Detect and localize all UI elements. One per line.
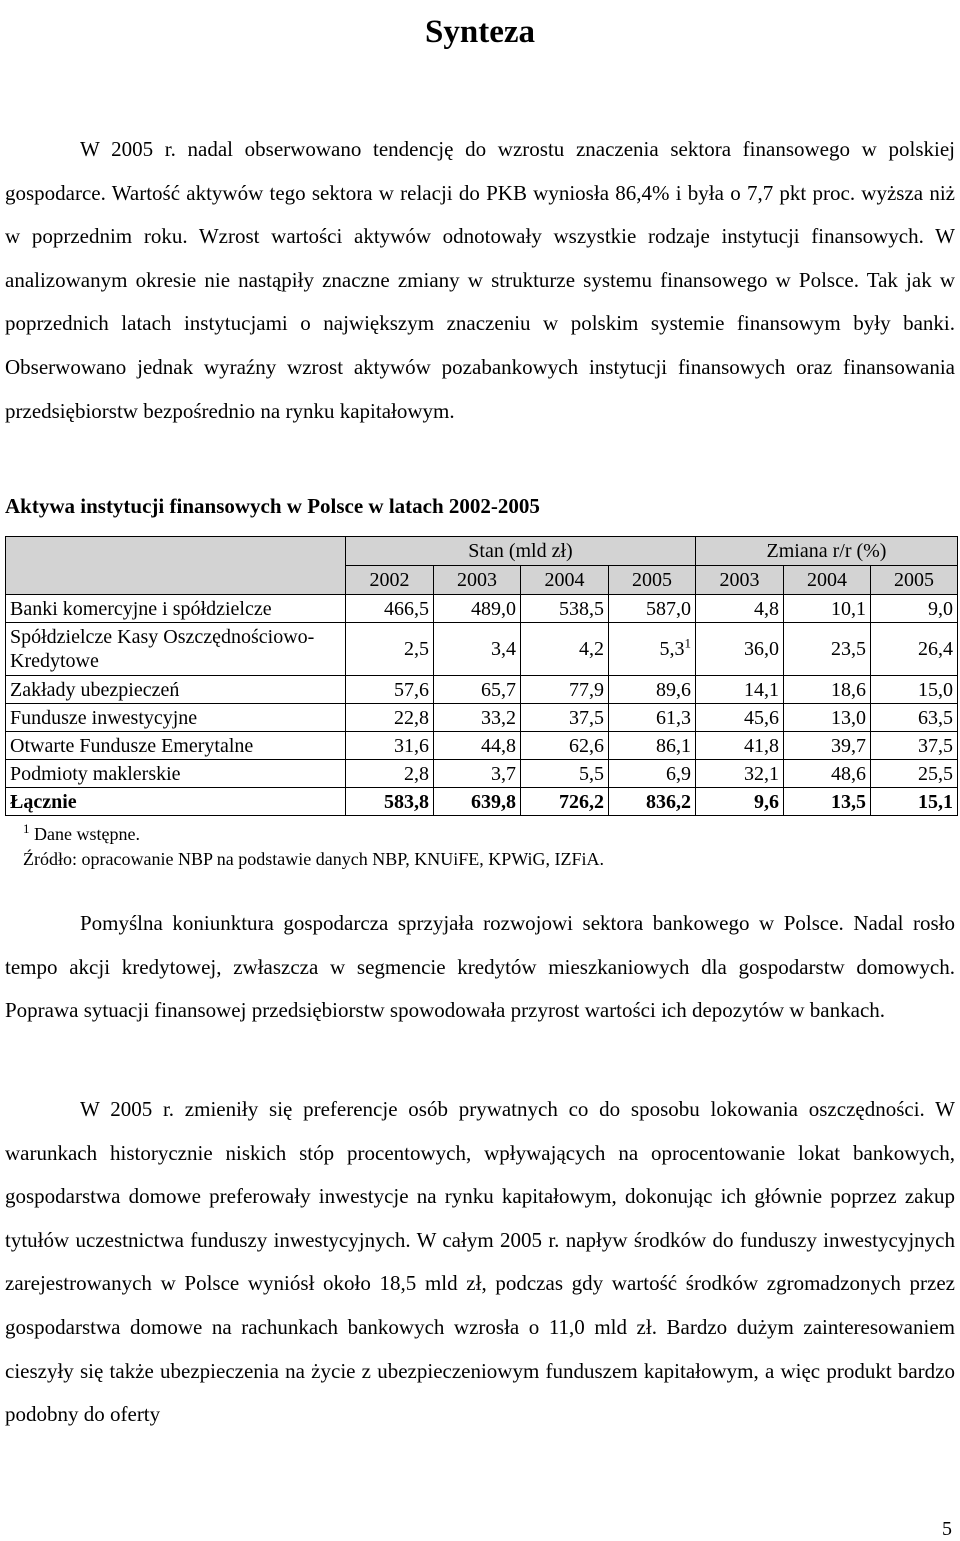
table-cell: 25,5 [871, 760, 958, 788]
table-source: Źródło: opracowanie NBP na podstawie danych NBP, KNUiFE, KPWiG, IZFiA. [23, 849, 605, 869]
year-header: 2005 [609, 566, 696, 595]
table-cell: 15,1 [871, 788, 958, 816]
banking-paragraph: Pomyślna koniunktura gospodarcza sprzyjała rozwojowi sektora bankowego w Polsce. Nadal rosło tempo akcji kredytowej, zwłaszcza w segmencie kredytów mieszkaniowych dla gospodarstw domowych. Poprawa sytuacji finansowej przedsiębiorstw spowodowała przyrost wartości ich depozytów w bankach. [5, 911, 955, 1023]
table-cell: 33,2 [434, 704, 521, 732]
page-title: Synteza [425, 14, 535, 50]
savings-paragraph: W 2005 r. zmieniły się preferencje osób prywatnych co do sposobu lokowania oszczędności. W warunkach historycznie niskich stóp procentowych, wpływających na oprocentowanie lokat bankowych, gospodarstwa domowe preferowały inwestycje na rynku kapitałowym, dokonując ich głównie poprzez zakup tytułów uczestnictwa funduszy inwestycyjnych. W całym 2005 r. napływ środków do funduszy inwestycyjnych zarejestrowanych w Polsce wyniósł około 18,5 mld zł, podczas gdy wartość środków zgromadzonych przez gospodarstwa domowe na rachunkach bankowych wzrosła o 11,0 mld zł. Bardzo dużym zainteresowaniem cieszyły się także ubezpieczenia na życie z ubezpieczeniowym funduszem kapitałowym, a więc produkt bardzo podobny do oferty [5, 1097, 955, 1427]
table-cell: 639,8 [434, 788, 521, 816]
row-label: Podmioty maklerskie [6, 760, 346, 788]
table-cell: 6,9 [609, 760, 696, 788]
row-label: Fundusze inwestycyjne [6, 704, 346, 732]
header-zmiana: Zmiana r/r (%) [696, 537, 958, 566]
header-stan: Stan (mld zł) [346, 537, 696, 566]
table-group-header-row [6, 537, 958, 566]
table-cell: 14,1 [696, 676, 784, 704]
table-cell: 22,8 [346, 704, 434, 732]
table-cell: 4,8 [696, 595, 784, 623]
table-row [6, 704, 958, 732]
table-cell: 77,9 [521, 676, 609, 704]
footnote-marker: 1 [23, 821, 30, 836]
table-cell: 5,5 [521, 760, 609, 788]
table-cell: 4,2 [521, 623, 609, 676]
table-cell: 86,1 [609, 732, 696, 760]
table-corner-cell [6, 537, 346, 595]
table-cell: 3,7 [434, 760, 521, 788]
table-cell: 31,6 [346, 732, 434, 760]
table-row [6, 760, 958, 788]
table-cell: 18,6 [784, 676, 871, 704]
year-header: 2002 [346, 566, 434, 595]
table-cell: 44,8 [434, 732, 521, 760]
table-cell: 538,5 [521, 595, 609, 623]
table-cell: 37,5 [521, 704, 609, 732]
table-row [6, 623, 958, 676]
table-cell: 466,5 [346, 595, 434, 623]
table-cell: 23,5 [784, 623, 871, 676]
row-label: Zakłady ubezpieczeń [6, 676, 346, 704]
table-footnote [23, 821, 140, 845]
table-cell: 583,8 [346, 788, 434, 816]
table-row [6, 676, 958, 704]
table-cell: 836,2 [609, 788, 696, 816]
table-cell: 36,0 [696, 623, 784, 676]
table-cell: 726,2 [521, 788, 609, 816]
assets-table [5, 536, 958, 816]
row-label: Banki komercyjne i spółdzielcze [6, 595, 346, 623]
row-label: Spółdzielcze Kasy Oszczędnościowo-Kredytowe [6, 623, 346, 676]
table-cell: 63,5 [871, 704, 958, 732]
footnote-marker: 1 [684, 635, 691, 651]
table-row [6, 595, 958, 623]
table-cell: 39,7 [784, 732, 871, 760]
cell-value: 5,3 [659, 638, 685, 660]
table-row [6, 732, 958, 760]
row-label: Łącznie [6, 788, 346, 816]
table-cell: 62,6 [521, 732, 609, 760]
table-cell: 489,0 [434, 595, 521, 623]
table-cell: 26,4 [871, 623, 958, 676]
table-cell: 65,7 [434, 676, 521, 704]
table-cell: 32,1 [696, 760, 784, 788]
table-cell: 587,0 [609, 595, 696, 623]
table-cell: 57,6 [346, 676, 434, 704]
table-total-row [6, 788, 958, 816]
table-cell: 45,6 [696, 704, 784, 732]
table-caption: Aktywa instytucji finansowych w Polsce w latach 2002-2005 [5, 494, 540, 518]
intro-paragraph: W 2005 r. nadal obserwowano tendencję do wzrostu znaczenia sektora finansowego w polskiej gospodarce. Wartość aktywów tego sektora w relacji do PKB wyniosła 86,4% i była o 7,7 pkt proc. wyższa niż w poprzednim roku. Wzrost wartości aktywów odnotowały wszystkie rodzaje instytucji finansowych. W analizowanym okresie nie nastąpiły znaczne zmiany w strukturze systemu finansowego w Polsce. Tak jak w poprzednich latach instytucjami o największym znaczeniu w polskim systemie finansowym były banki. Obserwowano jednak wyraźny wzrost aktywów pozabankowych instytucji finansowych oraz finansowania przedsiębiorstw bezpośrednio na rynku kapitałowym. [5, 137, 955, 423]
footnote-text: Dane wstępne. [29, 824, 140, 844]
year-header: 2003 [434, 566, 521, 595]
table-cell: 9,6 [696, 788, 784, 816]
table-cell: 2,8 [346, 760, 434, 788]
table-cell: 89,6 [609, 676, 696, 704]
year-header: 2004 [784, 566, 871, 595]
table-cell: 41,8 [696, 732, 784, 760]
row-label: Otwarte Fundusze Emerytalne [6, 732, 346, 760]
table-cell: 48,6 [784, 760, 871, 788]
table-cell: 13,5 [784, 788, 871, 816]
table-cell [609, 623, 696, 676]
table-cell: 2,5 [346, 623, 434, 676]
table-cell: 13,0 [784, 704, 871, 732]
table-cell: 37,5 [871, 732, 958, 760]
table-cell: 10,1 [784, 595, 871, 623]
table-cell: 3,4 [434, 623, 521, 676]
year-header: 2004 [521, 566, 609, 595]
table-cell: 61,3 [609, 704, 696, 732]
table-cell: 15,0 [871, 676, 958, 704]
table-cell: 9,0 [871, 595, 958, 623]
year-header: 2003 [696, 566, 784, 595]
page-number: 5 [942, 1518, 952, 1540]
year-header: 2005 [871, 566, 958, 595]
